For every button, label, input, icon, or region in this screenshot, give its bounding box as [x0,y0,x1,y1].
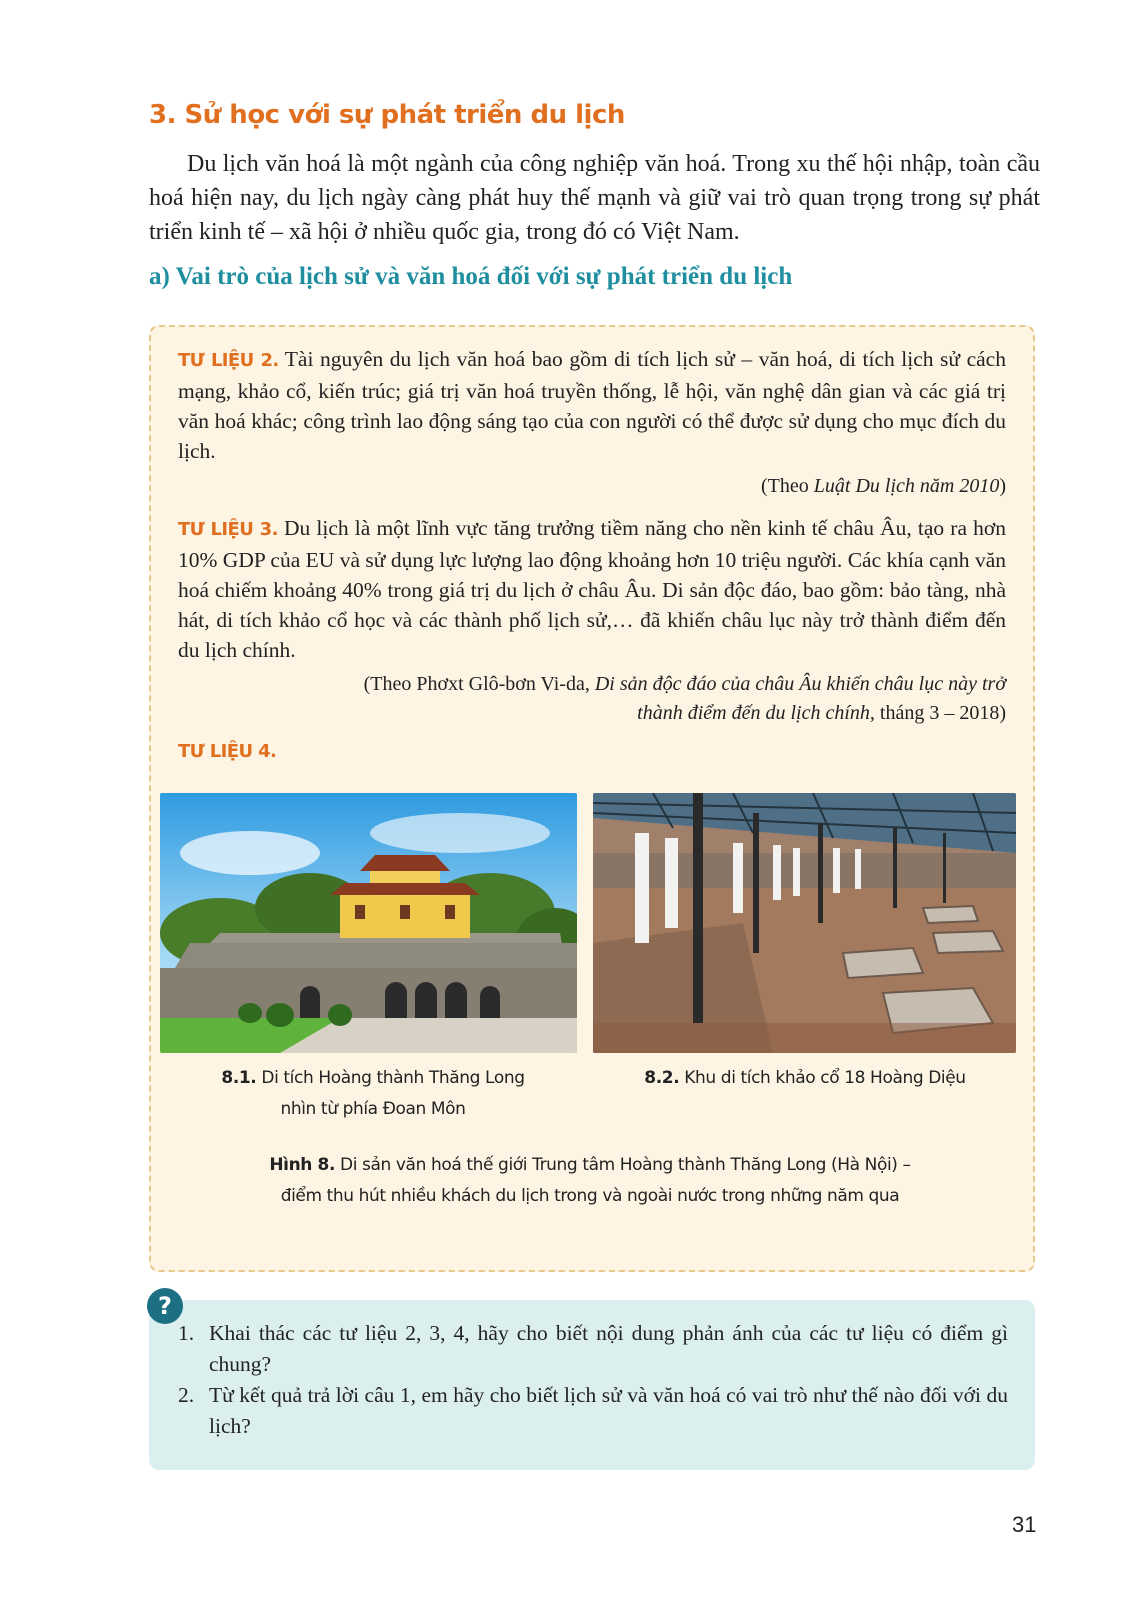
hoang-thanh-illustration [160,793,577,1053]
photo-khao-co [593,793,1016,1053]
tulieu-4-label: TƯ LIỆU 4. [178,741,277,762]
svg-text:?: ? [158,1292,172,1320]
tulieu-3 [178,513,1006,665]
page-number: 31 [1012,1512,1037,1537]
tulieu-2-text: Tài nguyên du lịch văn hoá bao gồm di tích lịch sử – văn hoá, di tích lịch sử cách mạng, khảo cổ, kiến trúc; giá trị văn hoá truyền thống, lễ hội, văn nghệ dân gian và các giá trị văn hoá khác; công trình lao động sáng tạo của con người có thể được sử dụng cho mục đích du lịch. [178,347,1006,463]
photo-hoang-thanh [160,793,577,1053]
figure-caption: Hình 8. Di sản văn hoá thế giới Trung tâm Hoàng thành Thăng Long (Hà Nội) – điểm thu hút nhiều khách du lịch trong và ngoài nước trong những năm qua [269,1155,911,1206]
tulieu-3-label: TƯ LIỆU 3. [178,519,278,540]
caption-8-2: 8.2. Khu di tích khảo cổ 18 Hoàng Diệu [644,1068,966,1088]
question-1: 1. Khai thác các tư liệu 2, 3, 4, hãy cho biết nội dung phản ánh của các tư liệu có điểm gì chung? [178,1321,1008,1376]
tulieu-2-label: TƯ LIỆU 2. [178,350,279,371]
caption-8-1: 8.1. Di tích Hoàng thành Thăng Long nhìn từ phía Đoan Môn [221,1068,525,1119]
khao-co-illustration [593,793,1016,1053]
question-2: 2. Từ kết quả trả lời câu 1, em hãy cho biết lịch sử và văn hoá có vai trò như thế nào đối với du lịch? [178,1383,1008,1438]
intro-paragraph: Du lịch văn hoá là một ngành của công nghiệp văn hoá. Trong xu thế hội nhập, toàn cầu hoá hiện nay, du lịch ngày càng phát huy thế mạnh và giữ vai trò quan trọng trong sự phát triển kinh tế – xã hội ở nhiều quốc gia, trong đó có Việt Nam. [149,151,1040,245]
tulieu-3-source: (Theo Phơxt Glô-bơn Vi-da, Di sản độc đáo của châu Âu khiến châu lục này trở thành điểm đến du lịch chính, tháng 3 – 2018) [363,673,1006,724]
tulieu-2-source: (Theo Luật Du lịch năm 2010) [761,475,1006,497]
tulieu-2 [178,344,1006,466]
section-title: 3. Sử học với sự phát triển du lịch [149,100,625,130]
tulieu-3-text: Du lịch là một lĩnh vực tăng trưởng tiềm năng cho nền kinh tế châu Âu, tạo ra hơn 10% GDP của EU và sử dụng lực lượng lao động khoảng hơn 10 triệu người. Các khía cạnh văn hoá chiếm khoảng 40% trong giá trị du lịch ở châu Âu. Di sản độc đáo, bao gồm: bảo tàng, nhà hát, di tích khảo cổ học và các thành phố lịch sử,… đã khiến châu lục này trở thành điểm đến du lịch chính. [178,516,1007,662]
subsection-title: a) Vai trò của lịch sử và văn hoá đối với sự phát triển du lịch [149,263,793,290]
